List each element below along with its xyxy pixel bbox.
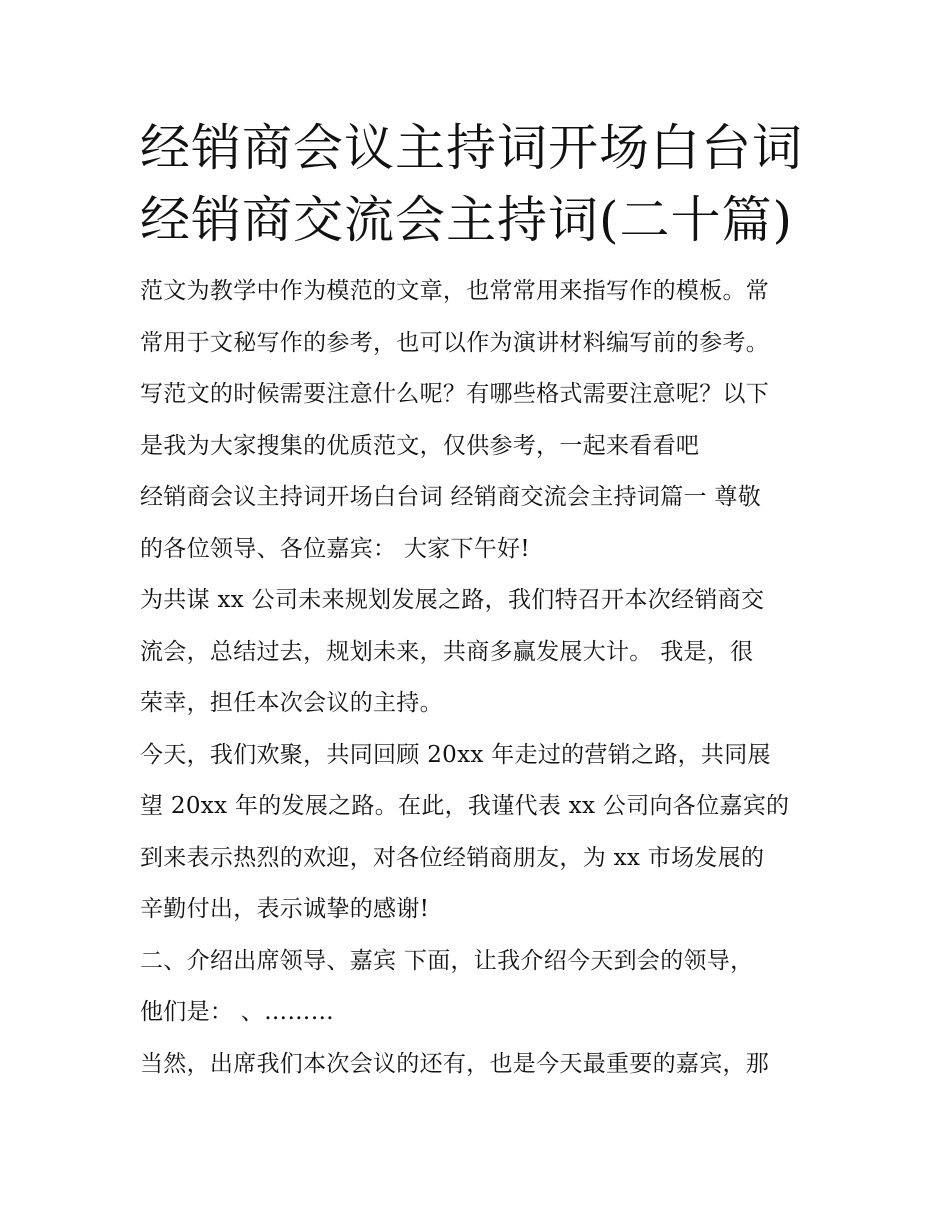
body-line: 到来表示热烈的欢迎，对各位经销商朋友，为 xx 市场发展的 [140,844,765,871]
body-line: 当然，出席我们本次会议的还有，也是今天最重要的嘉宾，那 [140,1050,770,1077]
body-line: 常用于文秘写作的参考，也可以作为演讲材料编写前的参考。 [140,329,770,356]
body-line: 今天，我们欢聚，共同回顾 20xx 年走过的营销之路，共同展 [140,741,771,768]
title-line-2: 经销商交流会主持词(二十篇) [140,191,794,249]
body-line: 为共谋 xx 公司未来规划发展之路，我们特召开本次经销商交 [140,587,765,613]
body-line: 荣幸，担任本次会议的主持。 [140,690,443,716]
body-line: 望 20xx 年的发展之路。在此，我谨代表 xx 公司向各位嘉宾的 [140,793,790,819]
body-line: 是我为大家搜集的优质范文，仅供参考，一起来看看吧 [140,432,700,459]
document-title [140,112,820,256]
body-line: 写范文的时候需要注意什么呢？有哪些格式需要注意呢？以下 [140,381,770,407]
body-line: 二、介绍出席领导、嘉宾 下面，让我介绍今天到会的领导， [140,947,754,974]
body-line: 范文为教学中作为模范的文章，也常常用来指写作的模板。常 [140,278,770,304]
body-line: 经销商会议主持词开场白台词 经销商交流会主持词篇一 尊敬 [140,484,762,510]
document-body [140,272,820,1083]
title-line-1: 经销商会议主持词开场白台词 [140,119,803,177]
body-line: 流会，总结过去，规划未来，共商多赢发展大计。 我是，很 [140,638,754,665]
body-line: 的各位领导、各位嘉宾： 大家下午好! [140,535,530,562]
document-page [140,112,820,1096]
body-line: 辛勤付出，表示诚挚的感谢! [140,896,430,922]
body-line: 他们是： 、……… [140,999,335,1025]
